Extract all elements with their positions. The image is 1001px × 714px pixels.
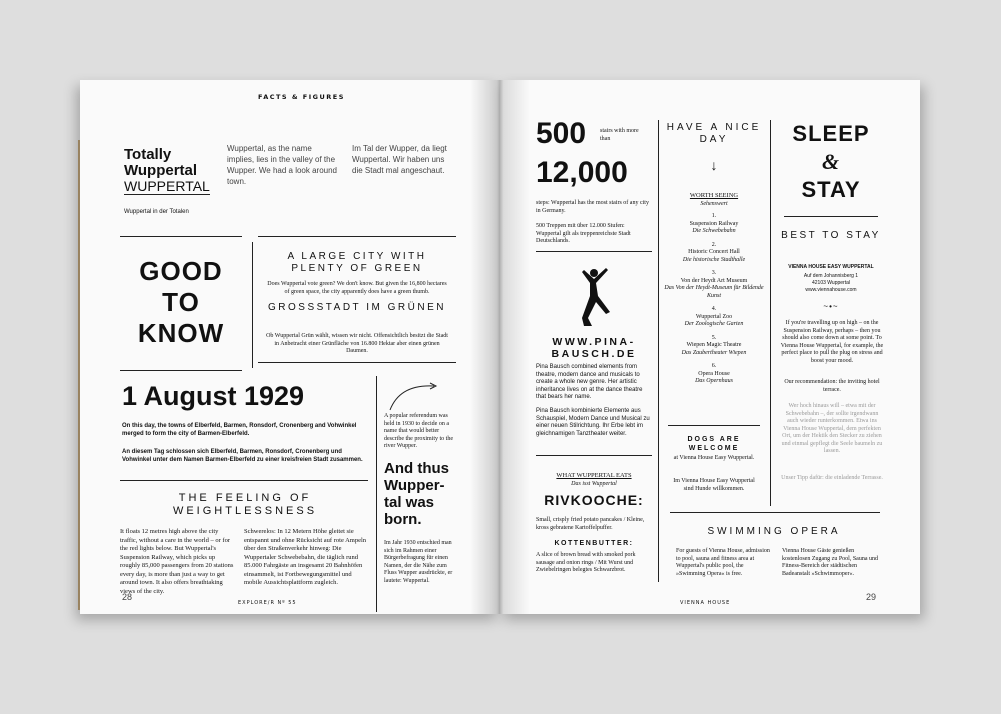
stay-tip-german: Unser Tipp dafür: die einladende Terrasse.	[781, 475, 883, 481]
title-line-1: Totally	[124, 146, 172, 163]
sight-number: 3.	[711, 270, 717, 276]
good-to-know-line: KNOW	[137, 318, 225, 348]
large-city-heading: A LARGE CITY WITH PLENTY OF GREEN	[287, 251, 427, 274]
arrow-down-icon: ↓	[710, 157, 718, 173]
kottenbutter-heading: KOTTENBUTTER:	[554, 540, 634, 547]
sight-number: 1.	[711, 213, 717, 219]
steps-text-german: 500 Treppen mit über 12.000 Stufen: Wuppertal gilt als treppenreichste Stadt Deutschlands.	[536, 223, 631, 244]
list-item	[664, 306, 764, 329]
section-header: FACTS & FIGURES	[258, 93, 345, 101]
hotel-logo: VIENNA HOUSE	[680, 600, 731, 606]
best-to-stay-heading: BEST TO STAY	[781, 230, 881, 241]
page-number: 28	[122, 592, 133, 602]
sight-name: Von der Heydt Art Museum	[680, 277, 748, 284]
large-city-text: Does Wuppertal vote green? We don't know. But given the 16,800 hectares of green space, the city apparently does have a green thumb.	[267, 281, 447, 295]
list-item	[664, 270, 764, 300]
hotel-name: VIENNA HOUSE EASY WUPPERTAL	[788, 264, 874, 270]
date-heading: 1 August 1929	[122, 381, 305, 411]
steps-number: 12,000	[536, 156, 628, 189]
intro-german: Im Tal der Wupper, da liegt Wuppertal. Wir haben uns die Stadt mal angeschaut.	[352, 144, 447, 175]
sleep-stay-heading	[776, 120, 886, 204]
dogs-heading: DOGS ARE WELCOME	[687, 436, 741, 452]
swimming-text-english: For guests of Vienna House, admission to pool, sauna and fitness area at Wuppertal's public pool, the »Swimming Opera« is free.	[676, 548, 770, 577]
rivkooche-text: Small, crisply fried potato pancakes / Kleine, kross gebratene Kartoffelpuffer.	[536, 517, 645, 531]
pina-bausch-link[interactable]: WWW.PINA-BAUSCH.DE	[551, 336, 637, 360]
divider	[784, 216, 878, 217]
sight-name-german: Das Zaubertheater Wiepen	[681, 349, 747, 356]
divider	[658, 120, 659, 582]
sight-name: Suspension Railway	[689, 220, 739, 227]
divider	[770, 120, 771, 506]
divider	[258, 362, 456, 363]
steps-text: steps: Wuppertal has the most stairs of any city in Germany.	[536, 200, 649, 214]
sight-number: 2.	[711, 241, 717, 248]
sight-name-german: Das Opernhaus	[695, 378, 733, 384]
list-item	[664, 242, 764, 265]
ornament-icon: ~•~	[823, 302, 839, 311]
swimming-opera-heading: SWIMMING OPERA	[707, 526, 841, 537]
sight-number: 5.	[711, 334, 717, 341]
worth-seeing-heading: WORTH SEEING	[689, 192, 739, 199]
weightless-heading: THE FEELING OF WEIGHTLESSNESS	[172, 492, 318, 517]
pina-text-german: Pina Bausch kombinierte Elemente aus Schauspiel, Modern Dance und Musical zu einer neuen Stilrichtung. Ihr Erbe lebt im gleichnamigen Tanztheater weiter.	[536, 408, 650, 437]
good-to-know-line: TO	[162, 287, 200, 317]
list-item	[664, 335, 764, 358]
eats-subheading: Das isst Wuppertal	[571, 481, 617, 487]
stairs-number: 500	[536, 117, 587, 150]
right-page	[500, 80, 920, 614]
divider	[120, 236, 242, 237]
magazine-footer: EXPLORE/R Nº 55	[238, 600, 297, 606]
born-text-german: Im Jahr 1930 entschied man sich im Rahmen einer Bürgerbefragung für einen Namen, der die Nähe zum Fluss Wupper ausdrückte, er lautete: Wuppertal.	[384, 540, 453, 584]
worth-seeing-subheading: Sehenswert	[700, 201, 728, 207]
divider	[536, 455, 652, 456]
good-to-know-heading	[120, 256, 242, 349]
grossstadt-heading: GROSSSTADT IM GRÜNEN	[268, 302, 446, 313]
arrow-icon	[386, 380, 446, 412]
title-line-3: WUPPERTAL	[124, 178, 210, 194]
title-caption: Wuppertal in der Totalen	[124, 209, 189, 215]
good-to-know-line: GOOD	[139, 256, 223, 286]
divider	[258, 236, 456, 237]
divider	[670, 512, 880, 513]
date-text-german: An diesem Tag schlossen sich Elberfeld, Barmen, Ronsdorf, Cronenberg und Vohwinkel unter dem Namen Barmen-Elberfeld zu einer kreisfreien Stadt zusammen.	[122, 449, 363, 463]
sight-name-german: Die Schwebebahn	[692, 228, 736, 234]
dogs-text-german: Im Vienna House Easy Wuppertal sind Hunde willkommen.	[673, 478, 755, 492]
born-heading: And thus Wupper-tal was born.	[384, 460, 449, 528]
eats-heading: WHAT WUPPERTAL EATS	[556, 472, 632, 479]
kottenbutter-text: A slice of brown bread with smoked pork sausage and onion rings / Mit Wurst und Zwiebelringen belegtes Schwarzbrot.	[536, 552, 636, 573]
stay-recommendation: Our recommendation: the inviting hotel terrace.	[784, 379, 880, 393]
sights-list	[664, 213, 764, 386]
divider	[536, 251, 652, 252]
intro-english: Wuppertal, as the name implies, lies in the valley of the Wupper. We had a look around town.	[227, 144, 337, 186]
date-text-english: On this day, the towns of Elberfeld, Barmen, Ronsdorf, Cronenberg and Vohwinkel merged to form the city of Barmen-Elberfeld.	[122, 423, 357, 437]
sight-name: Historic Concert Hall	[688, 249, 740, 255]
stairs-label: stairs with more than	[600, 128, 639, 142]
title-line-2: Wuppertal	[124, 162, 198, 179]
referendum-text: A popular referendum was held in 1930 to decide on a name that would better describe the proximity to the river Wupper.	[384, 413, 453, 449]
sight-number: 6.	[711, 363, 717, 369]
weightless-german: Schwerelos: In 12 Metern Höhe gleitet sie entspannt und ohne Rücksicht auf rote Ampeln über den Straßenverkehr hinweg: Die Wuppertaler Schwebebahn, die täglich rund 85.000 Fahrgäste an insgesamt 20 Bahnhöfen einsammelt, ist Fortbewegungsmittel und mobile Aussichtsplattform zugleich.	[244, 528, 367, 586]
divider	[376, 376, 377, 612]
sight-name-german: Der Zoologische Garten	[684, 321, 744, 327]
hotel-website-link[interactable]: www.viennahouse.com	[805, 287, 857, 293]
sight-name-german: Das Von der Heydt-Museum für Bildende Kunst	[664, 285, 764, 299]
list-item	[664, 363, 764, 386]
page-number: 29	[866, 592, 877, 602]
hotel-address-city: 42103 Wuppertal	[812, 280, 850, 286]
weightless-english: It floats 12 metres high above the city traffic, without a care in the world – or for the red lights below. But Wuppertal's Suspension Railway, which picks up roughly 85,000 passengers from 20 stations every day, is more than just a way to get around town. It also offers breathtaking views of the city.	[120, 528, 234, 595]
sight-name: Wiepen Magic Theatre	[686, 342, 742, 348]
nice-day-heading: HAVE A NICE DAY	[666, 122, 762, 145]
rivkooche-heading: RIVKOOCHE:	[544, 492, 644, 508]
grossstadt-text: Ob Wuppertal Grün wählt, wissen wir nicht. Offensichtlich besitzt die Stadt in Anbetracht einer Grünfläche von 16.800 Hektar aber einen grünen Daumen.	[266, 333, 448, 354]
sight-name-german: Die historische Stadthalle	[682, 256, 746, 263]
swimming-text-german: Vienna House Gäste genießen kostenlosen Zugang zu Pool, Sauna und Fitness-Bereich der städtischen Badeanstalt »Schwimmoper«.	[782, 548, 878, 577]
stay-text-german: Wer hoch hinaus will – etwa mit der Schwebebahn –, der sollte irgendwann auch wieder runterkommen. Etwa ins Vienna House Wuppertal, dem perfekten Ort, um der Hektik den Stecker zu ziehen und einmal gepflegt die Seele baumeln zu lassen.	[781, 403, 883, 454]
left-page	[80, 80, 500, 614]
pina-text-english: Pina Bausch combined elements from theatre, modern dance and musicals to create a whole new genre. Her artistic inheritance lives on at the dance theatre that bears her name.	[536, 364, 643, 400]
stay-text-english: If you're travelling up on high – on the Suspension Railway, perhaps – then you should also come down at some point. To Vienna House Wuppertal, for example, the perfect place to pull the plug on stress and boost your mood.	[780, 320, 884, 364]
sight-name: Opera House	[698, 370, 730, 377]
sleep-stay-line: SLEEP	[792, 121, 870, 146]
divider	[120, 370, 242, 371]
divider	[120, 480, 368, 481]
dancer-silhouette-icon	[572, 266, 620, 328]
sight-name: Wuppertal Zoo	[695, 313, 733, 320]
dogs-text-english: at Vienna House Easy Wuppertal.	[673, 455, 755, 461]
divider	[668, 425, 760, 426]
list-item	[664, 213, 764, 236]
hotel-address-street: Auf dem Johannisberg 1	[803, 273, 859, 279]
divider	[252, 242, 253, 368]
sleep-stay-line: &	[821, 149, 841, 174]
sleep-stay-line: STAY	[801, 177, 861, 202]
sight-number: 4.	[711, 306, 717, 312]
